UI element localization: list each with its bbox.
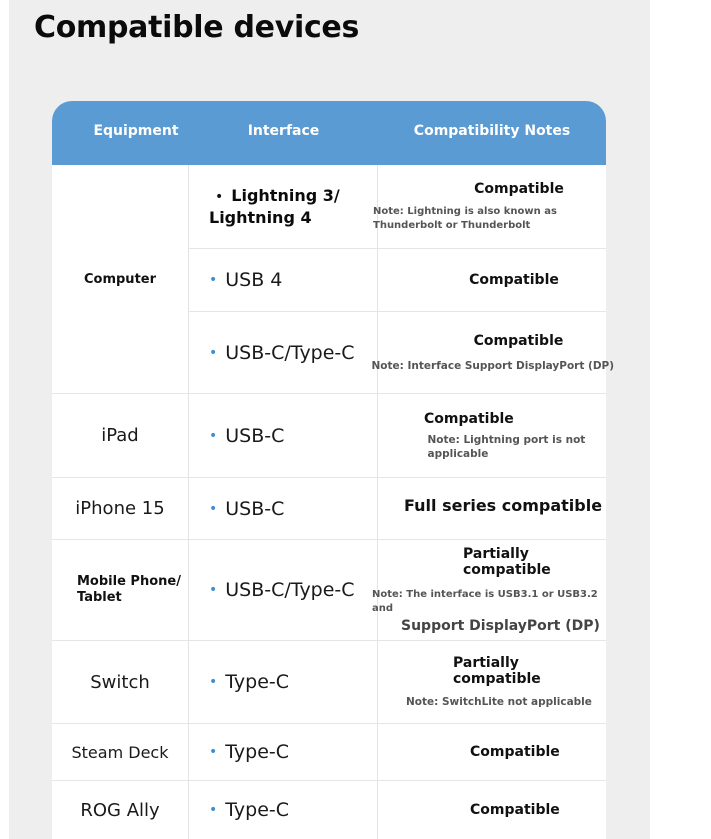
interface-label: USB-C [225, 424, 285, 447]
interface-cell [189, 641, 377, 723]
notes-cell [372, 540, 606, 640]
bullet-dot-icon: • [209, 500, 218, 517]
interface-label: Type-C [225, 671, 290, 693]
interface-cell [189, 394, 377, 477]
compatibility-table [52, 101, 615, 839]
notes-cell [378, 249, 606, 311]
bullet-dot-icon: • [209, 674, 218, 690]
equipment-label: Computer [83, 271, 157, 287]
interface-label: USB 4 [225, 269, 283, 291]
equipment-cell [52, 540, 188, 640]
equipment-label: iPad [101, 425, 139, 446]
interface-cell [189, 540, 377, 640]
equipment-label: ROG Ally [80, 799, 160, 821]
note-text: Note: The interface is USB3.1 or USB3.2 and [372, 589, 598, 614]
note-text: Note: Interface Support DisplayPort (DP) [371, 359, 615, 372]
bullet-dot-icon: • [209, 272, 218, 288]
notes-cell [378, 478, 606, 539]
status-text: Compatible [473, 332, 564, 349]
equipment-cell [52, 478, 188, 539]
notes-cell [378, 724, 606, 780]
notes-cell [371, 312, 615, 393]
status-text: Compatible [424, 410, 514, 427]
notes-cell [378, 641, 606, 723]
equipment-label: iPhone 15 [75, 498, 165, 519]
status-text: Compatible [470, 744, 560, 760]
equipment-label: Steam Deck [71, 742, 169, 762]
interface-label: USB-C [225, 497, 285, 520]
equipment-cell [52, 641, 188, 723]
interface-cell [189, 478, 377, 539]
header-equipment: Equipment [93, 123, 179, 139]
interface-cell [189, 312, 377, 393]
status-text: Partially compatible [453, 655, 541, 687]
interface-label: Type-C [225, 799, 290, 821]
interface-label: USB-C/Type-C [225, 579, 355, 601]
interface-cell [189, 165, 377, 248]
interface-cell [189, 724, 377, 780]
header-notes: Compatibility Notes [413, 123, 571, 139]
interface-cell [189, 249, 377, 311]
bullet-dot-icon: • [209, 744, 218, 760]
status-text: Partially compatible [463, 546, 551, 578]
note-text: Note: Lightning is also known as Thunderbolt or Thunderbolt [373, 205, 557, 231]
note-text-secondary: Support DisplayPort (DP) [401, 618, 600, 634]
notes-cell [378, 394, 606, 477]
status-text: Compatible [470, 802, 560, 818]
status-text: Compatible [469, 272, 559, 288]
page-title: Compatible devices [34, 10, 360, 45]
table-header [52, 101, 606, 165]
equipment-cell [52, 394, 188, 477]
bullet-dot-icon: • [209, 344, 218, 361]
equipment-cell [52, 781, 188, 839]
equipment-cell [52, 165, 188, 393]
interface-label: USB-C/Type-C [225, 341, 355, 364]
bullet-dot-icon: • [209, 582, 218, 598]
status-text: Full series compatible [404, 496, 603, 515]
bullet-dot-icon: • [209, 427, 218, 444]
interface-label: Lightning 3/ Lightning 4 [209, 185, 340, 227]
interface-block [209, 185, 359, 229]
bullet-dot-icon: • [215, 188, 224, 205]
status-text: Compatible [474, 180, 564, 197]
bullet-dot-icon: • [209, 802, 218, 818]
notes-cell [378, 781, 606, 839]
interface-label: Type-C [225, 741, 290, 763]
equipment-label: Switch [90, 671, 150, 693]
note-text: Note: Lightning port is not applicable [427, 433, 586, 460]
header-interface: Interface [247, 123, 320, 139]
equipment-label: Mobile Phone/ Tablet [77, 574, 181, 605]
notes-cell [373, 165, 606, 248]
interface-cell [189, 781, 377, 839]
equipment-cell [52, 724, 188, 780]
note-text: Note: SwitchLite not applicable [406, 696, 592, 708]
